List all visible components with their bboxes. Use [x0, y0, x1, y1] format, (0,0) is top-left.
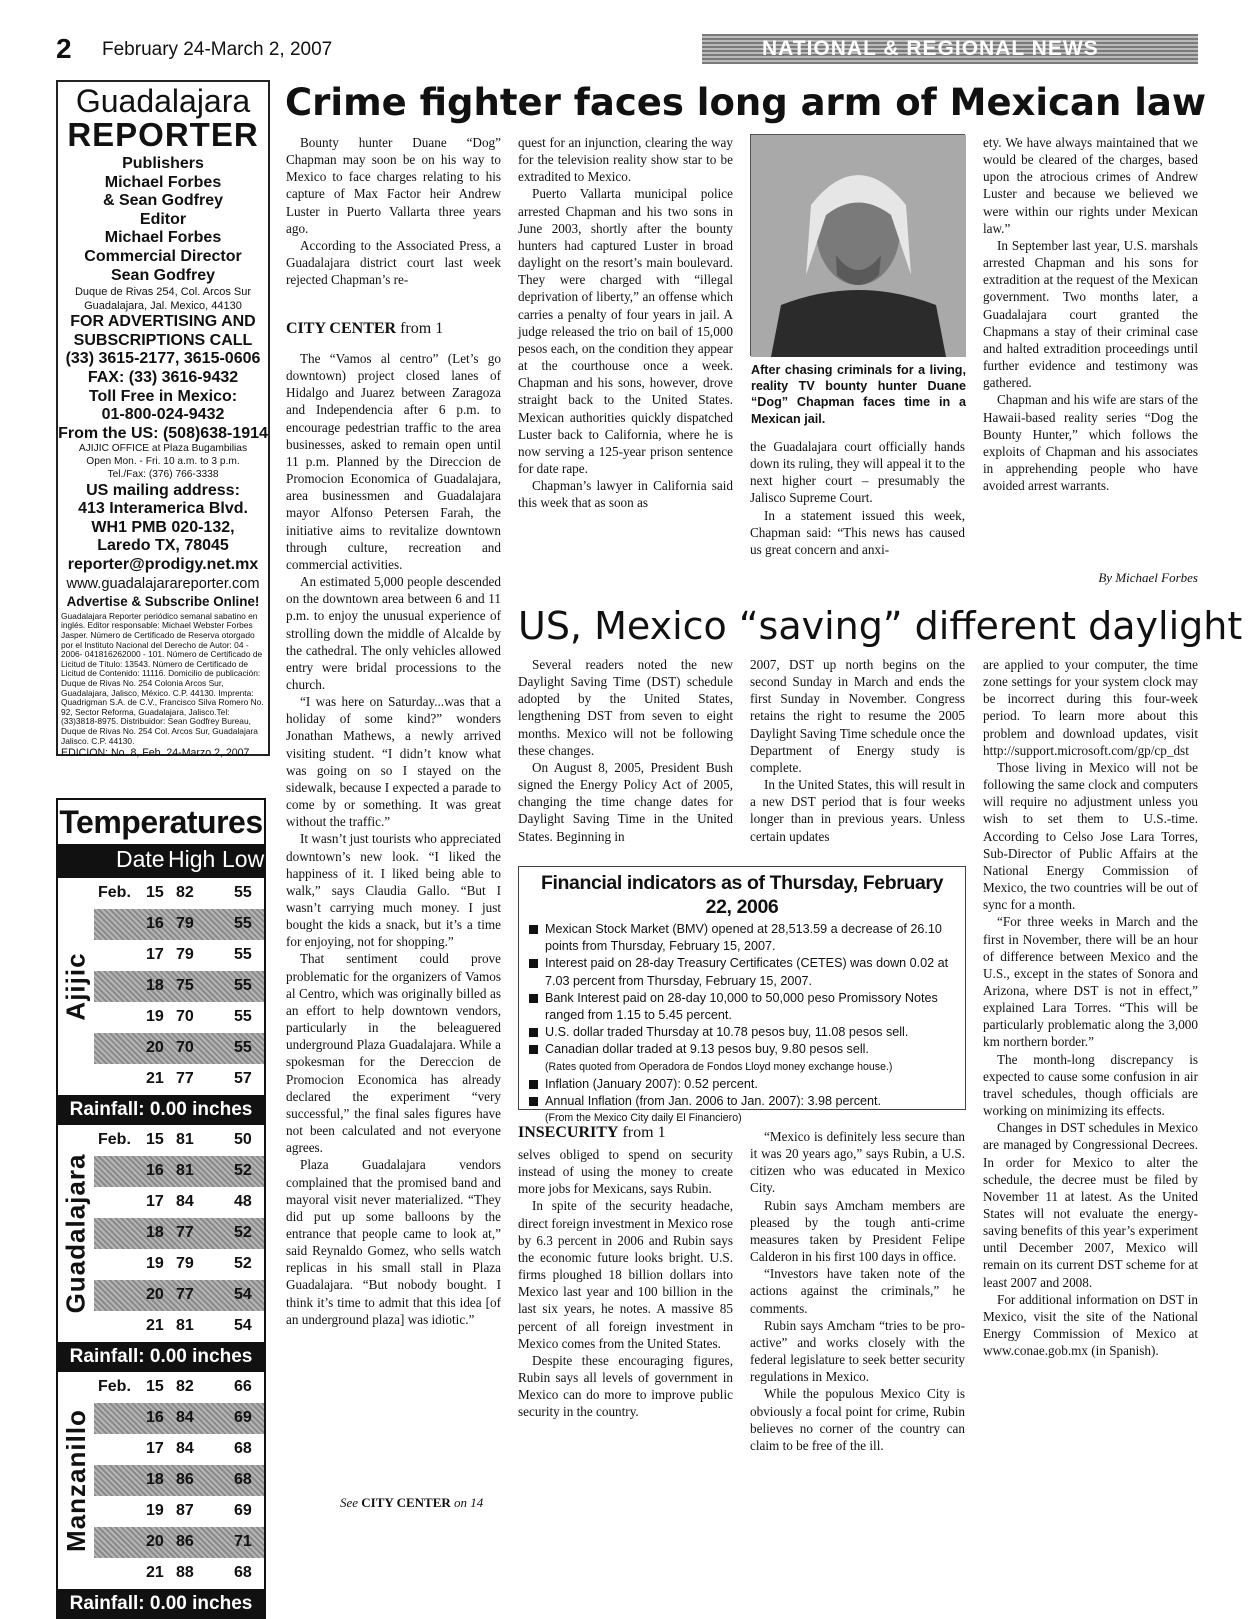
paragraph: Bounty hunter Duane “Dog” Chapman may soon be on his way to Mexico to face charges relating to his capture of Max Factor heir Andrew Luster in Puerto Vallarta three years ago. [286, 135, 501, 236]
masthead-line: Tel./Fax: (376) 766-3338 [107, 468, 219, 480]
paragraph: The “Vamos al centro” (Let’s go downtown) project closed lanes of Hidalgo and Juarez between Zaragoza and Independencia after 6 p.m. to encourage pedestrian traffic to the area businesses, asked to remain open until 11 p.m. Planned by the Direccion de Promocion Economica of Guadalajara, area businessmen and Guadalajara mayor Alfonso Petersen Farah, the initiative aims to revitalize downtown through culture, recreation and commercial activities. [286, 351, 501, 572]
rainfall-bar: Rainfall: 0.00 inches [56, 1342, 266, 1372]
paragraph: In September last year, U.S. marshals arrested Chapman and his sons for extradition at the request of the Mexican government. Two months later, a Guadalajara court granted the Chapmans a stay of their criminal case and halted extradition proceedings until further evidence and testimony was gathered. [983, 237, 1198, 391]
financial-item: U.S. dollar traded Thursday at 10.78 pesos buy, 11.08 pesos sell. [527, 1024, 957, 1041]
col-date: Date [116, 846, 165, 872]
masthead-line: Editor [139, 210, 187, 228]
city-center-jump-head: CITY CENTER from 1 [286, 320, 444, 337]
temperature-row [94, 909, 264, 940]
article1-col3 [750, 438, 965, 588]
financial-title: Financial indicators as of Thursday, February 22, 2006 [540, 872, 944, 918]
city-temperatures [56, 1372, 266, 1589]
paragraph: Puerto Vallarta municipal police arrested Chapman and his two sons in June 2003, shortly after the bounty hunters had captured Luster in broad daylight on the resort’s main boulevard. They were charged with “illegal deprivation of liberty,” an offense which carries a penalty of four years in jail. A judge released the trio on bail of 15,000 pesos each, on the condition they appear at the courthouse once a week. Chapman and his sons, however, drove straight back to the United States. Mexican authorities quickly dispatched Luster back to California, where he is now serving a 125-year prison sentence for date rape. [518, 186, 733, 476]
headline-crime-fighter: Crime fighter faces long arm of Mexican law [285, 81, 1207, 124]
paragraph: That sentiment could prove problematic for the organizers of Vamos al Centro, which was originally billed as an effort to help downtown vendors, particularly in the beleaguered underground Plaza Guadalajara. While a spokesman for the Dereccion de Promocion Economica has already declared the experiment “very successful,” the final sales figures have not been calculated and not everyone agrees. [286, 951, 501, 1156]
day-cell: 20 [146, 1286, 164, 1303]
day-cell: 20 [146, 1533, 164, 1550]
paragraph: are applied to your computer, the time zone settings for your system clock may be incorrect during this four-week period. To learn more about this problem and download updates, visit http://support.microsoft.com/gp/cp_dst [983, 657, 1198, 758]
low-cell: 52 [234, 1162, 252, 1179]
low-cell: 55 [234, 1039, 252, 1056]
financial-item: Mexican Stock Market (BMV) opened at 28,513.59 a decrease of 26.10 points from Thursday, February 15, 2007. [527, 921, 957, 955]
temperature-row [94, 1558, 264, 1589]
masthead-line: Sean Godfrey [110, 266, 216, 284]
temperatures-box [56, 798, 266, 1619]
rainfall-bar: Rainfall: 0.00 inches [56, 1589, 266, 1619]
temperatures-title: Temperatures [56, 798, 266, 844]
paragraph: An estimated 5,000 people descended on the downtown area between 6 and 11 p.m. to enjoy the unusual experience of strolling down the middle of Alcalde by the cathedral. The only vehicles allowed entry were bridal processions to the church. [286, 574, 501, 692]
masthead-line: Duque de Rivas 254, Col. Arcos Sur [74, 286, 252, 299]
city-name: Guadalajara [60, 1153, 91, 1314]
section-title: NATIONAL & REGIONAL NEWS [762, 37, 1099, 60]
temperature-row [94, 1372, 264, 1403]
low-cell: 69 [234, 1502, 252, 1519]
masthead-line: & Sean Godfrey [102, 192, 224, 210]
masthead-line: Michael Forbes [104, 229, 222, 247]
month-cell: Feb. [98, 1131, 131, 1148]
chapman-photo [750, 134, 965, 356]
paragraph: 2007, DST up north begins on the second Sunday in March and ends the first Sunday in November. Congress retains the right to resume the 2005 Daylight Saving Time schedule once the Department of Energy study is complete. [750, 657, 965, 775]
high-cell: 84 [176, 1409, 194, 1426]
paragraph: quest for an injunction, clearing the way for the television reality show star to be extradited to Mexico. [518, 135, 733, 185]
high-cell: 82 [176, 1378, 194, 1395]
temperature-row [94, 1064, 264, 1095]
low-cell: 68 [234, 1471, 252, 1488]
day-cell: 17 [146, 1440, 164, 1457]
paragraph: For additional information on DST in Mexico, visit the site of the National Energy Commission of Mexico at www.conae.gob.mx (in Spanish). [983, 1291, 1198, 1359]
portrait-image [751, 135, 966, 357]
high-cell: 84 [176, 1193, 194, 1210]
city-temperatures [56, 1125, 266, 1342]
day-cell: 21 [146, 1564, 164, 1581]
masthead-line: FAX: (33) 3616-9432 [87, 368, 239, 386]
low-cell: 55 [234, 884, 252, 901]
paragraph: “I was here on Saturday...was that a holiday of some kind?” wonders Jonathan Mathews, a newly arrived visiting student. “I didn’t know what was going on so I stayed on the sidewalk, because I expected a parade to come by or something. It was great without the traffic.” [286, 694, 501, 830]
paragraph: Rubin says Amcham members are pleased by the tough anti-crime measures taken by President Felipe Calderon in his first 100 days in office. [750, 1197, 965, 1265]
paragraph: The month-long discrepancy is expected to cause some confusion in air travel schedules, though officials are working on minimizing its effects. [983, 1051, 1198, 1119]
financial-list [527, 921, 957, 1059]
low-cell: 50 [234, 1131, 252, 1148]
financial-item: Inflation (January 2007): 0.52 percent. [527, 1076, 957, 1093]
temperature-row [94, 1125, 264, 1156]
city-name: Manzanillo [60, 1409, 91, 1552]
low-cell: 66 [234, 1378, 252, 1395]
paragraph: Those living in Mexico will not be following the same clock and computers will require no adjustment unless you wish to set them to U.S.-time. According to Celso Jose Lara Torres, Sub-Director of Public Affairs at the National Energy Commission of Mexico, the two countries will be out of sync for a month. [983, 759, 1198, 913]
masthead-line: Commercial Director [84, 247, 242, 265]
day-cell: 20 [146, 1039, 164, 1056]
masthead-mailing [58, 482, 268, 575]
city-center-body [286, 350, 501, 1490]
day-cell: 18 [146, 977, 164, 994]
day-cell: 19 [146, 1008, 164, 1025]
paragraph: the Guadalajara court officially hands down its ruling, they will appeal it to the next higher court – presumably the Jalisco Supreme Court. [750, 439, 965, 506]
high-cell: 75 [176, 977, 194, 994]
day-cell: 18 [146, 1471, 164, 1488]
temperature-row [94, 1218, 264, 1249]
paragraph: Chapman and his wife are stars of the Hawaii-based reality series “Dog the Bounty Hunter,” which follows the exploits of Chapman and his associates in apprehending people who have avoided arrest warrants. [983, 392, 1198, 494]
paragraph: Several readers noted the new Daylight Saving Time (DST) schedule adopted by the United States, lengthening DST from seven to eight months. Mexico will not be following these changes. [518, 657, 733, 758]
byline: By Michael Forbes [1098, 570, 1198, 585]
paragraph: “For three weeks in March and the first in November, there will be an hour of difference between Mexico and the U.S., except in the states of Sonora and Arizona, where DST is not in effect,” explained Lara Torres. “This will be particularly problematic along the 3,000 km northern border.” [983, 914, 1198, 1050]
city-label [58, 1125, 94, 1342]
day-cell: 17 [146, 946, 164, 963]
high-cell: 81 [176, 1162, 194, 1179]
article2-col1 [518, 656, 733, 856]
col-high: High [168, 846, 216, 872]
city-temperatures [56, 878, 266, 1095]
high-cell: 84 [176, 1440, 194, 1457]
paragraph: Changes in DST schedules in Mexico are managed by Congressional Decrees. In order for Mexico to alter the schedule, the decree must be filed by November 11 at latest. As the United States will not evaluate the energy-saving benefits of this year’s experiment until December 2007, Mexico will remain on its current DST scheme for at least 2007 and 2008. [983, 1120, 1198, 1290]
financial-indicators-box [518, 866, 966, 1125]
paragraph: In a statement issued this week, Chapman said: “This news has caused us great concern and anxi- [750, 507, 965, 557]
masthead-line: Michael Forbes [104, 173, 222, 191]
day-cell: 15 [146, 1378, 164, 1395]
low-cell: 55 [234, 946, 252, 963]
month-cell: Feb. [98, 1378, 131, 1395]
paragraph: In spite of the security headache, direct foreign investment in Mexico rose by 6.3 percent in 2006 and Rubin says the economic future looks bright. U.S. firms ploughed 18 billion dollars into Mexico last year and 100 billion in the last six years, he notes. A massive 85 percent of all foreign investment in Mexico comes from the United States. [518, 1198, 733, 1351]
city-name: Ajijic [60, 952, 91, 1021]
paragraph: “Mexico is definitely less secure than it was 20 years ago,” says Rubin, a U.S. citizen who was educated in Mexico City. [750, 1129, 965, 1196]
masthead-line: Laredo TX, 78045 [97, 537, 229, 555]
day-cell: 19 [146, 1502, 164, 1519]
temperatures-header [56, 844, 266, 878]
low-cell: 52 [234, 1224, 252, 1241]
high-cell: 81 [176, 1131, 194, 1148]
city-label [58, 1372, 94, 1589]
high-cell: 87 [176, 1502, 194, 1519]
day-cell: 17 [146, 1193, 164, 1210]
paragraph: According to the Associated Press, a Guadalajara district court last week rejected Chapman’s re- [286, 237, 501, 288]
subscribe-link[interactable]: Advertise & Subscribe Online! [66, 594, 260, 610]
high-cell: 79 [176, 946, 194, 963]
financial-item: Interest paid on 28-day Treasury Certificates (CETES) was down 0.02 at 7.03 percent from Thursday, February 15, 2007. [527, 955, 957, 989]
paragraph: ety. We have always maintained that we would be cleared of the charges, based upon the atrocious crimes of Andrew Luster and because we believed we were within our rights under Mexican law.” [983, 135, 1198, 236]
day-cell: 18 [146, 1224, 164, 1241]
article1-col1 [286, 134, 501, 306]
edition-line: EDICION: No. 8, Feb. 24-Marzo 2, 2007 [61, 747, 250, 760]
masthead-staff [58, 155, 268, 285]
financial-item: Bank Interest paid on 28-day 10,000 to 50,000 peso Promissory Notes ranged from 1.15 to 5.45 percent. [527, 990, 957, 1024]
day-cell: 19 [146, 1255, 164, 1272]
city-label [58, 878, 94, 1095]
page-number: 2 [56, 33, 72, 64]
masthead-advertising [58, 313, 268, 443]
paragraph: On August 8, 2005, President Bush signed the Energy Policy Act of 2005, changing the time change dates for Daylight Saving Time in the United States. Beginning in [518, 759, 733, 844]
temperature-row [94, 1033, 264, 1064]
masthead-line: Open Mon. - Fri. 10 a.m. to 3 p.m. [86, 456, 240, 468]
masthead-line: Toll Free in Mexico: [88, 387, 238, 405]
paragraph: Rubin says Amcham “tries to be pro-active” and works closely with the federal legislature to seek better security regulations in Mexico. [750, 1317, 965, 1385]
masthead-ajijic-office [58, 443, 268, 481]
headline-daylight: US, Mexico “saving” different daylight [518, 604, 1243, 648]
high-cell: 82 [176, 884, 194, 901]
masthead-line: reporter@prodigy.net.mx [67, 556, 259, 574]
masthead-line: US mailing address: [86, 481, 240, 499]
photo-caption: After chasing criminals for a living, reality TV bounty hunter Duane “Dog” Chapman faces time in a Mexican jail. [751, 363, 966, 426]
day-cell: 21 [146, 1070, 164, 1087]
section-banner [702, 34, 1198, 64]
high-cell: 70 [176, 1039, 194, 1056]
temperature-row [94, 1187, 264, 1218]
masthead-line: 01-800-024-9432 [101, 406, 225, 424]
masthead-line: Publishers [122, 155, 204, 172]
rainfall-bar: Rainfall: 0.00 inches [56, 1095, 266, 1125]
masthead-line: From the US: (508)638-1914 [58, 424, 268, 442]
masthead-line: FOR ADVERTISING AND [70, 313, 256, 331]
insecurity-col2 [750, 1128, 965, 1522]
low-cell: 48 [234, 1193, 252, 1210]
article2-col3 [983, 656, 1198, 1516]
paragraph: While the populous Mexico City is obviously a focal point for crime, Rubin believes no corner of the country can claim to be free of the ill. [750, 1386, 965, 1453]
day-cell: 15 [146, 1131, 164, 1148]
paragraph: “Investors have taken note of the actions against the criminals,” he comments. [750, 1266, 965, 1316]
high-cell: 70 [176, 1008, 194, 1025]
temperature-row [94, 1311, 264, 1342]
temperature-row [94, 1280, 264, 1311]
day-cell: 16 [146, 915, 164, 932]
article1-col4 [983, 134, 1198, 568]
col-low: Low [222, 846, 265, 872]
low-cell: 55 [234, 977, 252, 994]
month-cell: Feb. [98, 884, 131, 901]
day-cell: 16 [146, 1162, 164, 1179]
temperature-row [94, 1527, 264, 1558]
low-cell: 71 [234, 1533, 252, 1550]
temperature-row [94, 940, 264, 971]
masthead-line: 413 Interamerica Blvd. [78, 500, 248, 518]
legal-fine-print: Guadalajara Reporter periódico semanal sabatino en inglés. Editor responsable: Michael Webster Forbes Jasper. Número de Certificado de Reserva otorgado por el Instituto Nacional del Derecho de Autor: 04 - 2006- 041816262000 - 101. Número de Certificado de Licitud de Título: 13543. Número de Certificado de Licitud de Contenido: 11116. Domicilio de publicación: Duque de Rivas No. 254 Colonia Arcos Sur, Guadalajara, Jalisco, México. C.P. 44130. Imprenta: Quadrigman S.A. de C.V., Francisco Silva Romero No. 92, Sector Reforma, Guadalajara, Jalisco.Tel: (33)3818-8975. Distribuidor: Sean Godfrey Bureau, Duque de Rivas No. 254 Col. Arcos Sur, Guadalajara Jalisco. C.P. 44130. [61, 610, 264, 746]
high-cell: 86 [176, 1533, 194, 1550]
masthead-line: Guadalajara, Jal. Mexico, 44130 [84, 300, 242, 313]
low-cell: 54 [234, 1317, 252, 1334]
temperature-row [94, 1496, 264, 1527]
masthead-name-1: Guadalajara [75, 83, 251, 119]
masthead-address [58, 285, 268, 313]
low-cell: 52 [234, 1255, 252, 1272]
low-cell: 55 [234, 915, 252, 932]
website-link[interactable]: www.guadalajarareporter.com [66, 575, 260, 592]
issue-date: February 24-March 2, 2007 [102, 39, 333, 60]
temperature-row [94, 1156, 264, 1187]
masthead-name-2: REPORTER [67, 116, 259, 153]
temperature-row [94, 1403, 264, 1434]
article1-col2 [518, 134, 733, 588]
masthead-line: WH1 PMB 020-132, [91, 518, 235, 536]
temperature-row [94, 1002, 264, 1033]
city-center-continued[interactable]: See CITY CENTER on 14 [340, 1495, 484, 1510]
financial-list-2 [527, 1076, 957, 1110]
masthead-line: AJIJIC OFFICE at Plaza Bugambilias [78, 443, 248, 455]
high-cell: 79 [176, 1255, 194, 1272]
low-cell: 68 [234, 1564, 252, 1581]
day-cell: 16 [146, 1409, 164, 1426]
insecurity-jump-head: INSECURITY from 1 [518, 1124, 666, 1141]
paragraph: It wasn’t just tourists who appreciated downtown’s new look. “I liked the happiness of it. I liked being able to walk,” says Claudia Gallo. “But I wasn’t carrying much money. I just bought the kids a snack, but it’s a time for enjoying, not for shopping.” [286, 831, 501, 950]
high-cell: 77 [176, 1070, 194, 1087]
article2-col2 [750, 656, 965, 856]
low-cell: 54 [234, 1286, 252, 1303]
low-cell: 55 [234, 1008, 252, 1025]
high-cell: 77 [176, 1224, 194, 1241]
masthead-line: (33) 3615-2177, 3615-0606 [65, 350, 261, 368]
financial-item: Annual Inflation (from Jan. 2006 to Jan. 2007): 3.98 percent. [527, 1093, 957, 1110]
temperature-row [94, 1465, 264, 1496]
low-cell: 68 [234, 1440, 252, 1457]
high-cell: 81 [176, 1317, 194, 1334]
high-cell: 86 [176, 1471, 194, 1488]
low-cell: 57 [234, 1070, 252, 1087]
financial-item: Canadian dollar traded at 9.13 pesos buy, 9.80 pesos sell. [527, 1041, 957, 1058]
paragraph: Despite these encouraging figures, Rubin says all levels of government in Mexico can do more to improve public security in the country. [518, 1352, 733, 1420]
day-cell: 15 [146, 884, 164, 901]
paragraph: In the United States, this will result in a new DST period that is four weeks longer than in previous years. Unless certain updates [750, 777, 965, 844]
financial-note-1: (Rates quoted from Operadora de Fondos Lloyd money exchange house.) [545, 1060, 893, 1073]
temperature-row [94, 1249, 264, 1280]
day-cell: 21 [146, 1317, 164, 1334]
insecurity-col1 [518, 1146, 733, 1522]
masthead [56, 80, 270, 760]
temperature-row [94, 971, 264, 1002]
high-cell: 79 [176, 915, 194, 932]
high-cell: 77 [176, 1286, 194, 1303]
financial-note-2: (From the Mexico City daily El Financiero) [545, 1112, 742, 1125]
high-cell: 88 [176, 1564, 194, 1581]
masthead-line: SUBSCRIPTIONS CALL [73, 331, 253, 349]
temperature-row [94, 878, 264, 909]
temperature-row [94, 1434, 264, 1465]
low-cell: 69 [234, 1409, 252, 1426]
paragraph: Chapman’s lawyer in California said this week that as soon as [518, 478, 733, 511]
paragraph: Plaza Guadalajara vendors complained that the promised band and mayoral visit never materialized. “They did put up some balloons by the entrance that people came to look at,” said Reynaldo Gomez, who sells watch replicas in his small stall in Plaza Guadalajara. “But nobody bought. I think it’s time to admit that this idea [of an underground plaza] was idiotic.” [286, 1157, 501, 1327]
paragraph: selves obliged to spend on security instead of using the money to create more jobs for Mexicans, says Rubin. [518, 1147, 733, 1197]
